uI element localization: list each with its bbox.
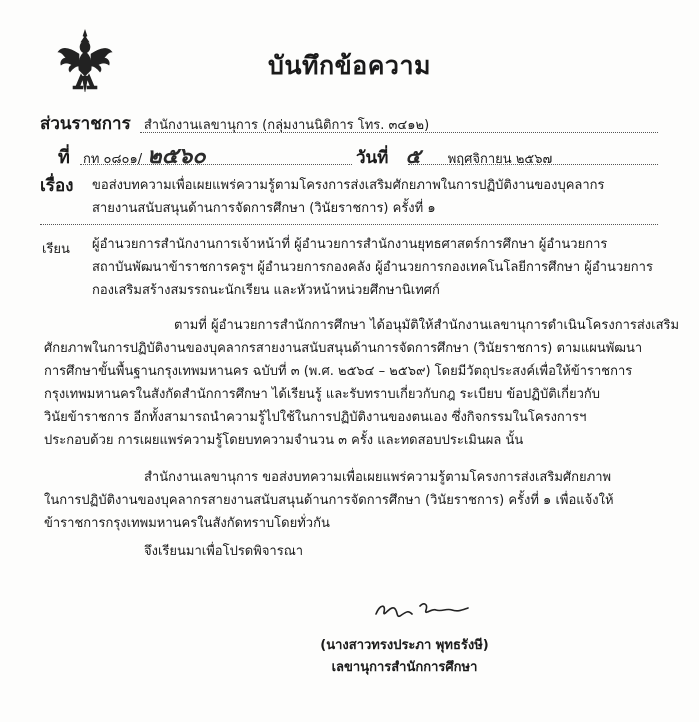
date-month-year: พฤศจิกายน ๒๕๖๗	[447, 152, 553, 167]
agency-value: สำนักงานเลขานุการ (กลุ่มงานนิติการ โทร. ๓๔๑๒)	[143, 118, 430, 133]
paragraph-line: การศึกษาขั้นพื้นฐานกรุงเทพมหานคร ฉบับที่ ๓ (พ.ศ. ๒๕๖๔ – ๒๕๖๙) โดยมีวัตถุประสงค์เพื่อให้ข้าราชการ	[44, 364, 633, 379]
reference-row	[58, 138, 206, 173]
date-day: ๕	[405, 144, 421, 168]
signature-icon	[372, 598, 472, 624]
subject-line: สายงานสนับสนุนด้านการจัดการศึกษา (วินัยราชการ) ครั้งที่ ๑	[92, 201, 436, 216]
recipient-line: ผู้อำนวยการสำนักงานการเจ้าหน้าที่ ผู้อำนวยการสำนักงานยุทธศาสตร์การศึกษา ผู้อำนวยการ	[92, 237, 608, 252]
date-label: วันที่	[356, 148, 389, 168]
subject-label: เรื่อง	[40, 176, 74, 196]
subject-row	[40, 172, 73, 199]
subject-divider	[40, 224, 658, 225]
reference-prefix: กท ๐๘๐๑/	[82, 152, 143, 167]
signatory-name: (นางสาวทรงประภา พุทธรังษี)	[320, 638, 489, 653]
reference-number: ๒๕๖๐	[147, 143, 206, 169]
recipient-line: สถาบันพัฒนาข้าราชการครูฯ ผู้อำนวยการกองคลัง ผู้อำนวยการกองเทคโนโลยีการศึกษา ผู้อำนวยการ	[92, 260, 653, 275]
paragraph-line: ประกอบด้วย การเผยแพร่ความรู้โดยบทความจำนวน ๓ ครั้ง และทดสอบประเมินผล นั้น	[44, 433, 524, 448]
date-dotted-line	[408, 164, 658, 165]
date-row	[356, 140, 552, 172]
paragraph-line: ตามที่ ผู้อำนวยการสำนักการศึกษา ได้อนุมัติให้สำนักงานเลขานุการดำเนินโครงการส่งเสริม	[174, 318, 680, 333]
body-paragraph-2	[44, 466, 614, 535]
subject-line: ขอส่งบทความเพื่อเผยแพร่ความรู้ตามโครงการส่งเสริมศักยภาพในการปฏิบัติงานของบุคลากร	[92, 178, 605, 193]
signatory-position: เลขานุการสำนักการศึกษา	[331, 660, 478, 675]
salutation-recipients	[92, 233, 653, 302]
subject-text	[92, 174, 605, 220]
reference-dotted-line	[80, 164, 352, 165]
agency-label: ส่วนราชการ	[40, 114, 131, 134]
closing-text: จึงเรียนมาเพื่อโปรดพิจารณา	[144, 544, 304, 559]
paragraph-line: ข้าราชการกรุงเทพมหานครในสังกัดทราบโดยทั่วกัน	[44, 516, 330, 531]
agency-dotted-line	[140, 132, 658, 133]
paragraph-line: ศักยภาพในการปฏิบัติงานของบุคลากรสายงานสนับสนุนด้านการจัดการศึกษา (วินัยราชการ) ตามแผนพัฒนา	[44, 341, 643, 356]
paragraph-line: สำนักงานเลขานุการ ขอส่งบทความเพื่อเผยแพร่ความรู้ตามโครงการส่งเสริมศักยภาพ	[144, 470, 612, 485]
recipient-line: กองเสริมสร้างสมรรถนะนักเรียน และหัวหน้าหน่วยศึกษานิเทศก์	[92, 283, 440, 298]
paragraph-line: กรุงเทพมหานครในสังกัดสำนักการศึกษา ได้เรียนรู้ และรับทราบเกี่ยวกับกฎ ระเบียบ ข้อปฏิบัติเกี่ยวกับ	[44, 387, 601, 402]
paragraph-line: วินัยข้าราชการ อีกทั้งสามารถนำความรู้ไปใช้ในการปฏิบัติงานของตนเอง ซึ่งกิจกรรมในโครงการฯ	[44, 410, 587, 425]
document-title: บันทึกข้อความ	[268, 51, 431, 80]
reference-label: ที่	[58, 147, 70, 168]
paragraph-line: ในการปฏิบัติงานของบุคลากรสายงานสนับสนุนด้านการจัดการศึกษา (วินัยราชการ) ครั้งที่ ๑ เพื่อแจ้งให้	[44, 493, 614, 508]
body-paragraph-1	[44, 314, 679, 452]
salutation-label: เรียน	[42, 242, 70, 257]
